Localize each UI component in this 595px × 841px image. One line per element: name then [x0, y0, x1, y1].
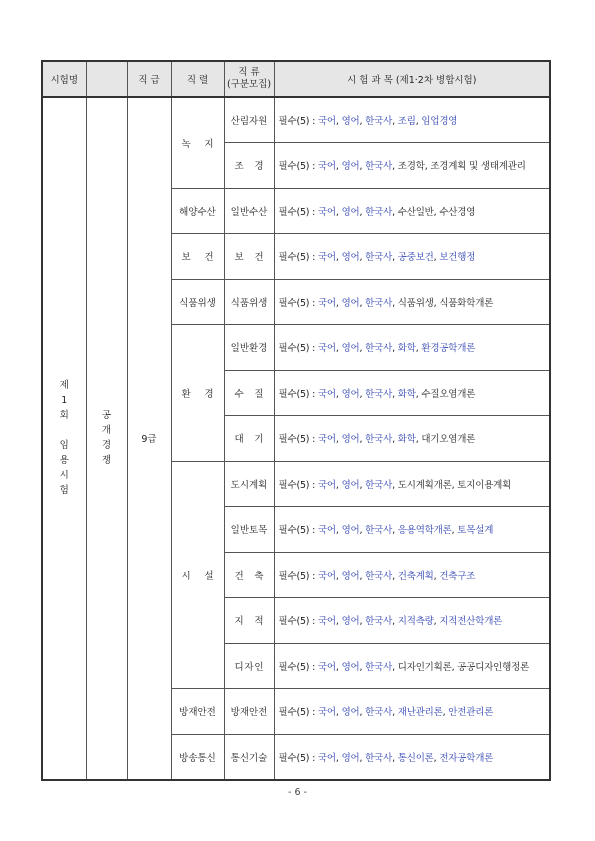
subject-separator: , — [433, 252, 440, 264]
subject-item: 디자인기획론 — [397, 661, 452, 673]
subject-item: 영어 — [341, 616, 360, 628]
subject-separator: , — [359, 206, 366, 218]
subject-item: 수질오염개론 — [421, 388, 476, 400]
spread-char: 기 — [254, 434, 264, 446]
subject-separator: , — [335, 570, 342, 582]
table-header-row — [42, 61, 550, 97]
subject-item: 토지이용계획 — [457, 479, 512, 491]
subject-separator: , — [415, 434, 422, 446]
spread-char: 지 — [234, 616, 244, 628]
subject-item: 건축구조 — [439, 570, 476, 582]
subject-item: 조림 — [397, 116, 416, 127]
subject-item: 보건행정 — [439, 252, 476, 264]
exam-name-vertical — [43, 378, 86, 498]
subject-separator: , — [392, 116, 398, 127]
class-cell — [224, 643, 274, 689]
subject-item: 국어 — [317, 752, 336, 764]
subject-separator: , — [442, 707, 449, 719]
subject-item: 영어 — [341, 525, 360, 537]
spread-text — [172, 568, 224, 582]
subject-separator: , — [335, 252, 342, 264]
subject-item: 전자공학개론 — [439, 752, 494, 764]
subject-separator: , — [392, 752, 398, 764]
class-cell: 산림자원 — [224, 97, 274, 143]
subject-item: 한국사 — [365, 343, 393, 355]
subject-item: 수산일반 — [397, 206, 434, 218]
spread-char: 적 — [254, 616, 264, 628]
exam-name-vertical-char: 용 — [59, 455, 69, 467]
subject-item: 영어 — [341, 707, 360, 719]
subject-item: 한국사 — [365, 525, 393, 537]
subjects-prefix: 필수(5) : — [278, 116, 318, 127]
subject-item: 영어 — [341, 570, 360, 582]
subjects-cell — [274, 734, 550, 780]
subject-separator: , — [359, 297, 366, 309]
subject-separator: , — [359, 707, 366, 719]
subjects-cell — [274, 643, 550, 689]
subject-separator: , — [335, 661, 342, 673]
subject-item: 환경공학개론 — [421, 343, 476, 355]
recruit-type-vertical-char: 쟁 — [101, 455, 112, 467]
subject-separator: , — [359, 752, 366, 764]
subjects-cell — [274, 188, 550, 234]
subject-separator: , — [433, 616, 440, 628]
subject-separator: , — [451, 525, 458, 537]
subject-separator: , — [392, 297, 398, 309]
spread-text — [225, 386, 274, 400]
spread-text — [172, 386, 224, 400]
subject-item: 대기오염개론 — [421, 434, 476, 446]
subject-item: 국어 — [317, 479, 336, 491]
class-cell — [224, 552, 274, 598]
subject-item: 국어 — [317, 343, 336, 355]
spread-text — [225, 659, 274, 673]
subject-item: 조경학 — [397, 161, 425, 173]
spread-char: 보 — [181, 252, 191, 264]
subject-item: 한국사 — [365, 616, 393, 628]
subject-item: 국어 — [317, 434, 336, 446]
exam-name-vertical-char: 임 — [59, 440, 69, 452]
series-cell: 해양수산 — [171, 188, 224, 234]
subject-separator: , — [392, 252, 398, 264]
subject-separator: , — [335, 206, 342, 218]
subjects-prefix: 필수(5) : — [278, 434, 318, 446]
subject-separator: , — [392, 206, 398, 218]
subject-separator: , — [335, 343, 342, 355]
subject-item: 국어 — [317, 707, 336, 719]
subject-item: 한국사 — [365, 707, 393, 719]
exam-name-vertical-char: 1 — [61, 395, 68, 407]
subject-item: 국어 — [317, 570, 336, 582]
spread-char: 보 — [234, 252, 244, 264]
spread-text — [225, 613, 274, 627]
subject-item: 영어 — [341, 252, 360, 264]
spread-text — [172, 136, 224, 150]
subject-item: 영어 — [341, 661, 360, 673]
subject-item: 한국사 — [365, 570, 393, 582]
subject-separator: , — [335, 388, 342, 400]
subject-separator: , — [359, 434, 366, 446]
subject-item: 한국사 — [365, 434, 393, 446]
subject-separator: , — [392, 570, 398, 582]
subject-item: 국어 — [317, 206, 336, 218]
subject-separator: , — [392, 161, 398, 173]
subjects-prefix: 필수(5) : — [278, 479, 318, 491]
spread-char: 지 — [204, 138, 214, 150]
subject-item: 국어 — [317, 388, 336, 400]
spread-text — [225, 431, 274, 445]
class-cell — [224, 143, 274, 189]
subject-item: 화학 — [397, 388, 416, 400]
subjects-cell — [274, 279, 550, 325]
recruit-type-cell — [86, 97, 127, 780]
exam-name-vertical-char: 시 — [59, 470, 69, 482]
subjects-cell — [274, 97, 550, 143]
subject-separator: , — [392, 616, 398, 628]
subject-separator: , — [392, 434, 398, 446]
recruit-type-vertical — [87, 408, 127, 468]
series-cell — [171, 461, 224, 689]
subject-item: 국어 — [317, 661, 336, 673]
subject-separator: , — [359, 252, 366, 264]
spread-char: 조 — [234, 161, 244, 173]
subject-item: 영어 — [341, 752, 360, 764]
spread-char: 건 — [254, 252, 264, 264]
spread-char: 디 — [234, 661, 244, 673]
subject-item: 영어 — [341, 343, 360, 355]
subjects-prefix: 필수(5) : — [278, 661, 318, 673]
subject-item: 재난관리론 — [397, 707, 443, 719]
spread-text — [225, 249, 274, 263]
subject-item: 한국사 — [365, 116, 393, 127]
subject-item: 영어 — [341, 479, 360, 491]
recruit-type-vertical-char: 경 — [101, 440, 112, 452]
series-cell — [171, 97, 224, 188]
class-cell: 식품위생 — [224, 279, 274, 325]
header-grade: 직 급 — [127, 61, 171, 97]
header-exam-name: 시험명 — [42, 61, 86, 97]
subject-separator: , — [392, 707, 398, 719]
exam-name-cell — [42, 97, 86, 780]
subject-item: 영어 — [341, 206, 360, 218]
subject-item: 안전관리론 — [448, 707, 494, 719]
subject-item: 지적측량 — [397, 616, 434, 628]
subject-item: 국어 — [317, 297, 336, 309]
subjects-prefix: 필수(5) : — [278, 752, 318, 764]
subjects-prefix: 필수(5) : — [278, 343, 318, 355]
subjects-prefix: 필수(5) : — [278, 252, 318, 264]
subject-item: 영어 — [341, 434, 360, 446]
subject-item: 건축계획 — [397, 570, 434, 582]
exam-subjects-table — [41, 60, 551, 781]
spread-char: 인 — [254, 661, 264, 673]
series-cell — [171, 325, 224, 462]
subject-separator: , — [433, 752, 440, 764]
spread-char: 건 — [234, 570, 244, 582]
subject-separator: , — [335, 707, 342, 719]
grade-cell: 9급 — [127, 97, 171, 780]
spread-char: 시 — [181, 570, 191, 582]
series-cell: 방송통신 — [171, 734, 224, 780]
exam-name-vertical-char: 험 — [59, 485, 69, 497]
header-subjects: 시 험 과 목 (제1·2차 병합시험) — [274, 61, 550, 97]
class-cell — [224, 234, 274, 280]
subject-separator: , — [335, 116, 342, 127]
subject-separator: , — [415, 116, 422, 127]
class-cell: 통신기술 — [224, 734, 274, 780]
subject-item: 수산경영 — [439, 206, 476, 218]
subject-item: 지적전산학개론 — [439, 616, 503, 628]
subjects-cell — [274, 143, 550, 189]
header-class-label: 직 류 — [238, 67, 260, 78]
subject-item: 한국사 — [365, 252, 393, 264]
class-cell: 일반환경 — [224, 325, 274, 371]
subject-item: 한국사 — [365, 752, 393, 764]
subjects-cell — [274, 325, 550, 371]
subjects-cell — [274, 507, 550, 553]
subject-separator: , — [335, 616, 342, 628]
subjects-prefix: 필수(5) : — [278, 297, 318, 309]
subject-separator: , — [359, 388, 366, 400]
subject-item: 공중보건 — [397, 252, 434, 264]
exam-name-vertical-char: 회 — [59, 410, 69, 422]
subject-separator: , — [335, 479, 342, 491]
spread-char: 경 — [204, 388, 214, 400]
subject-separator: , — [359, 116, 366, 127]
subject-separator: , — [335, 752, 342, 764]
header-class — [224, 61, 274, 97]
subject-item: 한국사 — [365, 479, 393, 491]
subject-item: 한국사 — [365, 206, 393, 218]
subject-item: 화학 — [397, 434, 416, 446]
subject-separator: , — [359, 570, 366, 582]
class-cell — [224, 370, 274, 416]
class-cell: 일반토목 — [224, 507, 274, 553]
class-cell — [224, 416, 274, 462]
subject-separator: , — [433, 206, 440, 218]
subject-separator: , — [359, 343, 366, 355]
spread-char: 환 — [181, 388, 191, 400]
subject-separator: , — [392, 343, 398, 355]
subject-separator: , — [335, 297, 342, 309]
series-cell: 방재안전 — [171, 689, 224, 735]
header-class-sub: (구분모집) — [226, 79, 272, 90]
subject-item: 국어 — [317, 525, 336, 537]
series-cell: 식품위생 — [171, 279, 224, 325]
subject-separator: , — [335, 161, 342, 173]
class-cell: 일반수산 — [224, 188, 274, 234]
spread-char: 수 — [234, 388, 244, 400]
class-cell: 방재안전 — [224, 689, 274, 735]
subject-item: 영어 — [341, 388, 360, 400]
subject-separator: , — [392, 388, 398, 400]
subject-separator: , — [392, 525, 398, 537]
recruit-type-vertical-char: 개 — [101, 425, 112, 437]
page-number: - 6 - — [288, 787, 307, 798]
spread-char: 건 — [204, 252, 214, 264]
class-cell — [224, 598, 274, 644]
table-body — [42, 97, 550, 780]
subject-separator: , — [359, 525, 366, 537]
subject-item: 식품위생 — [397, 297, 434, 309]
subject-item: 조경계획 및 생태계관리 — [430, 161, 526, 173]
spread-char: 축 — [254, 570, 264, 582]
exam-name-vertical-char — [63, 423, 66, 438]
subject-item: 한국사 — [365, 161, 393, 173]
spread-text — [172, 249, 224, 263]
subject-separator: , — [335, 434, 342, 446]
subject-item: 한국사 — [365, 661, 393, 673]
subjects-cell — [274, 689, 550, 735]
subjects-prefix: 필수(5) : — [278, 206, 318, 218]
subject-item: 도시계획개론 — [397, 479, 452, 491]
subjects-cell — [274, 461, 550, 507]
subject-separator: , — [433, 297, 440, 309]
spread-char: 녹 — [181, 138, 191, 150]
header-recruit-type — [86, 61, 127, 97]
class-cell: 도시계획 — [224, 461, 274, 507]
subject-separator: , — [359, 661, 366, 673]
subject-item: 국어 — [317, 161, 336, 173]
subjects-prefix: 필수(5) : — [278, 388, 318, 400]
table-row — [42, 97, 550, 143]
subject-separator: , — [451, 661, 458, 673]
subject-separator: , — [392, 479, 398, 491]
subjects-cell — [274, 234, 550, 280]
spread-char: 질 — [254, 388, 264, 400]
subjects-cell — [274, 552, 550, 598]
spread-char: 자 — [244, 661, 254, 673]
subject-item: 응용역학개론 — [397, 525, 452, 537]
subject-separator: , — [415, 388, 422, 400]
subject-item: 국어 — [317, 616, 336, 628]
exam-name-vertical-char: 제 — [59, 380, 69, 392]
header-series: 직 렬 — [171, 61, 224, 97]
subject-separator: , — [335, 525, 342, 537]
subject-item: 한국사 — [365, 388, 393, 400]
subject-item: 공공디자인행정론 — [457, 661, 530, 673]
subject-separator: , — [424, 161, 431, 173]
series-cell — [171, 234, 224, 280]
subject-item: 식품화학개론 — [439, 297, 494, 309]
subject-item: 한국사 — [365, 297, 393, 309]
subject-item: 화학 — [397, 343, 416, 355]
subject-item: 임업경영 — [421, 116, 458, 127]
subject-item: 국어 — [317, 116, 336, 127]
subjects-cell — [274, 416, 550, 462]
subjects-prefix: 필수(5) : — [278, 570, 318, 582]
subject-separator: , — [359, 161, 366, 173]
subjects-prefix: 필수(5) : — [278, 616, 318, 628]
subject-item: 영어 — [341, 297, 360, 309]
recruit-type-vertical-char: 공 — [101, 410, 112, 422]
subject-item: 국어 — [317, 252, 336, 264]
subject-item: 영어 — [341, 116, 360, 127]
subjects-prefix: 필수(5) : — [278, 525, 318, 537]
subject-separator: , — [415, 343, 422, 355]
subject-separator: , — [451, 479, 458, 491]
subjects-cell — [274, 370, 550, 416]
subject-separator: , — [359, 616, 366, 628]
subject-separator: , — [433, 570, 440, 582]
spread-char: 설 — [204, 570, 214, 582]
spread-text — [225, 158, 274, 172]
subjects-prefix: 필수(5) : — [278, 161, 318, 173]
spread-char: 대 — [234, 434, 244, 446]
subject-separator: , — [392, 661, 398, 673]
spread-text — [225, 568, 274, 582]
subject-item: 영어 — [341, 161, 360, 173]
subjects-prefix: 필수(5) : — [278, 707, 318, 719]
subjects-cell — [274, 598, 550, 644]
spread-char: 경 — [254, 161, 264, 173]
subject-separator: , — [359, 479, 366, 491]
subject-item: 토목설계 — [457, 525, 494, 537]
subject-item: 통신이론 — [397, 752, 434, 764]
